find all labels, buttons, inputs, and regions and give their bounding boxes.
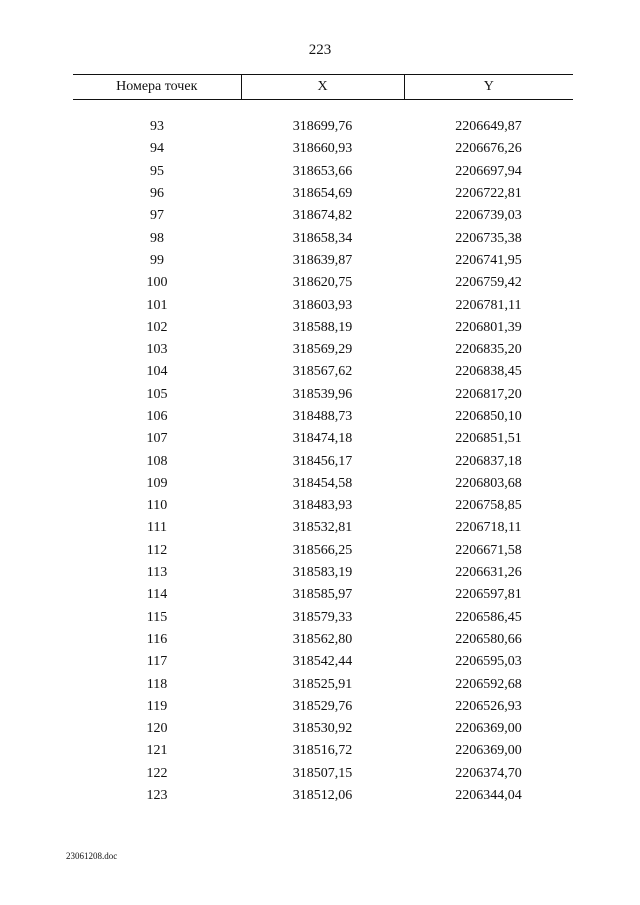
point-number-cell: 110 [146, 498, 168, 514]
y-coordinate-cell: 2206781,11 [455, 297, 522, 313]
point-number-cell: 121 [146, 743, 168, 759]
point-number-cell: 97 [150, 208, 164, 224]
table-body [73, 100, 573, 808]
y-coordinate-cell: 2206851,51 [455, 431, 522, 447]
table-row [73, 205, 573, 227]
x-coordinate-cell: 318699,76 [292, 119, 353, 135]
table-row [73, 540, 573, 562]
point-number-cell: 111 [147, 520, 167, 536]
table-row [73, 651, 573, 673]
x-coordinate-cell: 318588,19 [292, 319, 353, 335]
table-row [73, 428, 573, 450]
y-coordinate-cell: 2206718,11 [455, 520, 522, 536]
point-number-cell: 98 [150, 230, 164, 246]
x-coordinate-cell: 318532,81 [292, 520, 353, 536]
point-number-cell: 109 [146, 475, 168, 491]
table-row [73, 361, 573, 383]
y-coordinate-cell: 2206803,68 [455, 475, 522, 491]
y-coordinate-cell: 2206735,38 [455, 230, 522, 246]
x-coordinate-cell: 318654,69 [292, 186, 353, 202]
table-row [73, 116, 573, 138]
point-number-cell: 120 [146, 721, 168, 737]
x-coordinate-cell: 318539,96 [292, 386, 353, 402]
x-coordinate-cell: 318530,92 [292, 721, 353, 737]
x-coordinate-cell: 318562,80 [292, 631, 353, 647]
table-row [73, 317, 573, 339]
y-coordinate-cell: 2206697,94 [455, 163, 522, 179]
table-row [73, 339, 573, 361]
x-coordinate-cell: 318674,82 [292, 208, 353, 224]
x-coordinate-cell: 318583,19 [292, 565, 353, 581]
y-coordinate-cell: 2206649,87 [455, 119, 522, 135]
y-coordinate-cell: 2206344,04 [455, 788, 522, 804]
point-number-cell: 117 [146, 654, 168, 670]
x-coordinate-cell: 318507,15 [292, 765, 353, 781]
x-coordinate-cell: 318639,87 [292, 252, 353, 268]
point-number-cell: 103 [146, 342, 168, 358]
y-coordinate-cell: 2206595,03 [455, 654, 522, 670]
y-coordinate-cell: 2206592,68 [455, 676, 522, 692]
y-coordinate-cell: 2206631,26 [455, 565, 522, 581]
point-number-cell: 112 [146, 542, 168, 558]
point-number-cell: 118 [146, 676, 168, 692]
point-number-cell: 94 [150, 141, 164, 157]
y-coordinate-cell: 2206722,81 [455, 186, 522, 202]
table-row [73, 718, 573, 740]
table-row [73, 607, 573, 629]
y-coordinate-cell: 2206817,20 [455, 386, 522, 402]
header-point-number: Номера точек [73, 75, 241, 100]
y-coordinate-cell: 2206801,39 [455, 319, 522, 335]
table-row [73, 763, 573, 785]
y-coordinate-cell: 2206374,70 [455, 765, 522, 781]
table-row [73, 629, 573, 651]
point-number-cell: 104 [146, 364, 168, 380]
table-row [73, 406, 573, 428]
x-coordinate-cell: 318456,17 [292, 453, 353, 469]
point-number-cell: 102 [146, 319, 168, 335]
y-coordinate-cell: 2206580,66 [455, 631, 522, 647]
header-spacer [73, 100, 573, 117]
y-coordinate-cell: 2206676,26 [455, 141, 522, 157]
table-row [73, 161, 573, 183]
x-coordinate-cell: 318474,18 [292, 431, 353, 447]
point-number-cell: 100 [146, 275, 168, 291]
table-row [73, 517, 573, 539]
point-number-cell: 123 [146, 788, 168, 804]
point-number-cell: 105 [146, 386, 168, 402]
y-coordinate-cell: 2206526,93 [455, 698, 522, 714]
coordinates-table [73, 74, 573, 807]
x-coordinate-cell: 318516,72 [292, 743, 353, 759]
y-coordinate-cell: 2206758,85 [455, 498, 522, 514]
y-coordinate-cell: 2206837,18 [455, 453, 522, 469]
x-coordinate-cell: 318566,25 [292, 542, 353, 558]
y-coordinate-cell: 2206597,81 [455, 587, 522, 603]
table-row [73, 473, 573, 495]
header-x: X [241, 75, 404, 100]
y-coordinate-cell: 2206838,45 [455, 364, 522, 380]
table-row [73, 495, 573, 517]
table-row [73, 673, 573, 695]
x-coordinate-cell: 318542,44 [292, 654, 353, 670]
x-coordinate-cell: 318483,93 [292, 498, 353, 514]
footer-filename: 23061208.doc [66, 851, 118, 861]
point-number-cell: 114 [146, 587, 168, 603]
x-coordinate-cell: 318653,66 [292, 163, 353, 179]
point-number-cell: 113 [146, 565, 168, 581]
y-coordinate-cell: 2206739,03 [455, 208, 522, 224]
table-row [73, 740, 573, 762]
page-number: 223 [308, 42, 332, 58]
table-row [73, 584, 573, 606]
x-coordinate-cell: 318454,58 [292, 475, 353, 491]
table-row [73, 785, 573, 807]
table-row [73, 384, 573, 406]
table-row [73, 450, 573, 472]
point-number-cell: 122 [146, 765, 168, 781]
table-row [73, 562, 573, 584]
x-coordinate-cell: 318569,29 [292, 342, 353, 358]
y-coordinate-cell: 2206741,95 [455, 252, 522, 268]
table-row [73, 294, 573, 316]
point-number-cell: 101 [146, 297, 168, 313]
x-coordinate-cell: 318603,93 [292, 297, 353, 313]
table-header [73, 75, 573, 100]
point-number-cell: 95 [150, 163, 164, 179]
point-number-cell: 99 [150, 252, 164, 268]
x-coordinate-cell: 318529,76 [292, 698, 353, 714]
x-coordinate-cell: 318660,93 [292, 141, 353, 157]
point-number-cell: 93 [150, 119, 164, 135]
x-coordinate-cell: 318488,73 [292, 409, 353, 424]
y-coordinate-cell: 2206586,45 [455, 609, 522, 625]
x-coordinate-cell: 318512,06 [292, 788, 353, 804]
point-number-cell: 116 [146, 631, 168, 647]
x-coordinate-cell: 318567,62 [292, 364, 353, 380]
table-row [73, 138, 573, 160]
point-number-cell: 106 [146, 409, 168, 424]
point-number-cell: 108 [146, 453, 168, 469]
table-row [73, 183, 573, 205]
y-coordinate-cell: 2206759,42 [455, 275, 522, 291]
x-coordinate-cell: 318620,75 [292, 275, 353, 291]
table-row [73, 227, 573, 249]
point-number-cell: 119 [146, 698, 168, 714]
point-number-cell: 96 [150, 186, 164, 202]
x-coordinate-cell: 318525,91 [292, 676, 353, 692]
y-coordinate-cell: 2206369,00 [455, 743, 522, 759]
x-coordinate-cell: 318585,97 [292, 587, 353, 603]
point-number-cell: 115 [146, 609, 168, 625]
point-number-cell: 107 [146, 431, 168, 447]
y-coordinate-cell: 2206369,00 [455, 721, 522, 737]
x-coordinate-cell: 318658,34 [292, 230, 353, 246]
table-row [73, 250, 573, 272]
header-y: Y [404, 75, 573, 100]
x-coordinate-cell: 318579,33 [292, 609, 353, 625]
table-row [73, 272, 573, 294]
y-coordinate-cell: 2206850,10 [455, 409, 522, 424]
y-coordinate-cell: 2206671,58 [455, 542, 522, 558]
table-row [73, 696, 573, 718]
header-row [73, 75, 573, 100]
y-coordinate-cell: 2206835,20 [455, 342, 522, 358]
